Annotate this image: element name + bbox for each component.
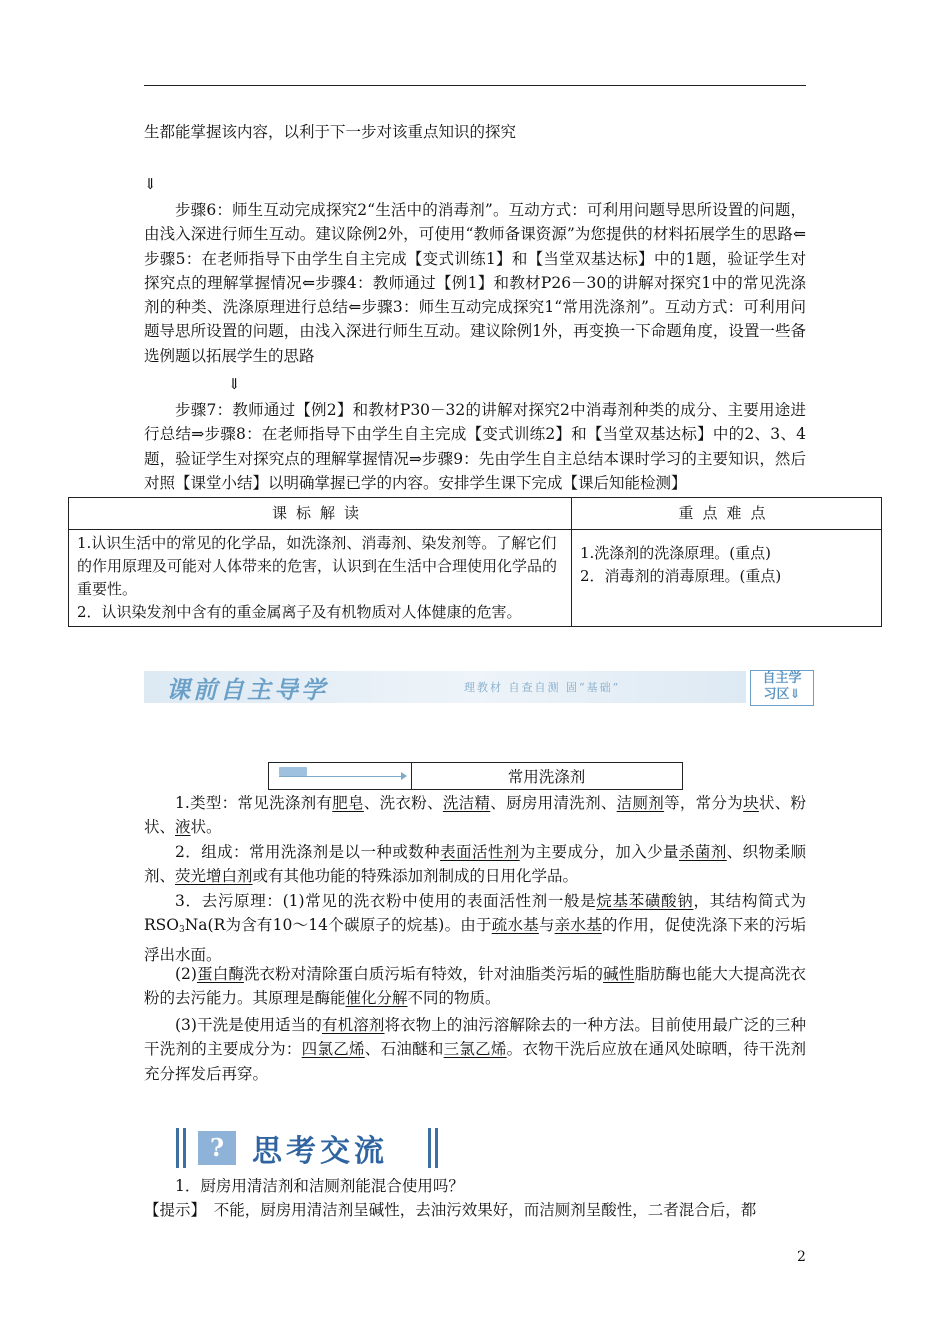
banner-title: 课前自主导学 (166, 675, 328, 704)
banner-subtitle: 理教材 自查自测 固“基础” (464, 681, 621, 694)
section-banner (144, 671, 746, 703)
types-paragraph: 1.类型：常见洗涤剂有肥皂、洗衣粉、洗洁精、厨房用清洗剂、洁厕剂等，常分为块状、粉状、液状。 (144, 794, 806, 837)
section-arrow-graphic (269, 763, 412, 789)
down-arrow-2: ⇓ (228, 375, 241, 393)
question-1: 1．厨房用清洁剂和洁厕剂能混合使用吗？ (175, 1177, 464, 1195)
enzyme-paragraph: (2)蛋白酶洗衣粉对清除蛋白质污垢有特效，针对油脂类污垢的碱性脂肪酶也能大大提高洗衣粉的去污能力。其原理是酶能催化分解不同的物质。 (144, 965, 806, 1008)
header-rule (144, 85, 806, 86)
principle-paragraph: 3．去污原理：(1)常见的洗衣粉中使用的表面活性剂一般是烷基苯磺酸钠，其结构简式为$RSO_3Na(R$为含有10～14个碳原子的烷基)。由于疏水基与亲水基的作用，促使洗涤下来的污垢浮出水面。 (144, 892, 806, 964)
think-title: 思考交流 (252, 1134, 388, 1169)
arrow-line-icon (279, 776, 403, 777)
page-number: 2 (797, 1249, 806, 1265)
composition-paragraph: 2．组成：常用洗涤剂是以一种或数种表面活性剂为主要成分，加入少量杀菌剂、织物柔顺剂、荧光增白剂或有其他功能的特殊添加剂制成的日用化学品。 (144, 843, 806, 886)
table-head-key-points: 重点难点 (572, 498, 882, 530)
badge-line-1: 自主学 (762, 671, 802, 686)
continued-text: 生都能掌握该内容，以利于下一步对该重点知识的探究 (144, 123, 517, 141)
bar-icon (176, 1128, 179, 1168)
standard-item-2: 2．认识染发剂中含有的重金属离子及有机物质对人体健康的危害。 (77, 603, 522, 621)
hint-text: 【提示】 不能，厨房用清洁剂呈碱性，去油污效果好，而洁厕剂呈酸性，二者混合后，都 (144, 1201, 757, 1219)
arrow-tip-icon (401, 772, 407, 780)
table-head-standard: 课标解读 (69, 498, 572, 530)
key-points-cell (572, 530, 882, 627)
bar-icon (183, 1128, 186, 1168)
key-point-1: 1.洗涤剂的洗涤原理。(重点) (580, 544, 772, 562)
tag-icon (279, 767, 307, 776)
question-mark-icon: ? (198, 1131, 236, 1165)
step7-paragraph: 步骤7：教师通过【例2】和教材P30－32的讲解对探究2中消毒剂种类的成分、主要用途进行总结⇒步骤8：在老师指导下由学生自主完成【变式训练2】和【当堂双基达标】中的2、3、4题，验证学生对探究点的理解掌握情况⇒步骤9：先由学生自主总结本课时学习的主要知识，然后对照【课堂小结】以明确掌握已学的内容。安排学生课下完成【课后知能检测】 (144, 401, 806, 492)
dry-clean-paragraph: (3)干洗是使用适当的有机溶剂将衣物上的油污溶解除去的一种方法。目前使用最广泛的三种干洗剂的主要成分为：四氯乙烯、石油醚和三氯乙烯。衣物干洗后应放在通风处晾晒，待干洗剂充分挥发后再穿。 (144, 1016, 806, 1083)
standard-cell (69, 530, 572, 627)
key-point-2: 2．消毒剂的消毒原理。(重点) (580, 567, 782, 585)
section-title: 常用洗涤剂 (507, 768, 586, 786)
objectives-table (68, 497, 882, 627)
section-heading-box (268, 762, 683, 790)
bar-icon (428, 1128, 431, 1168)
standard-item-1: 1.认识生活中的常见的化学品，如洗涤剂、消毒剂、染发剂等。了解它们的作用原理及可能对人体带来的危害，认识到在生活中合理使用化学品的重要性。 (77, 534, 558, 598)
self-study-badge (750, 670, 814, 706)
badge-line-2: 习区⇓ (763, 687, 801, 702)
bar-icon (435, 1128, 438, 1168)
step6-paragraph: 步骤6：师生互动完成探究2“生活中的消毒剂”。互动方式：可利用问题导思所设置的问题，由浅入深进行师生互动。建议除例2外，可使用“教师备课资源”为您提供的材料拓展学生的思路⇐步骤5：在老师指导下由学生自主完成【变式训练1】和【当堂双基达标】中的1题，验证学生对探究点的理解掌握情况⇐步骤4：教师通过【例1】和教材P26－30的讲解对探究1中的常见洗涤剂的种类、洗涤原理进行总结⇐步骤3：师生互动完成探究1“常用洗涤剂”。互动方式：可利用问题导思所设置的问题，由浅入深进行师生互动。建议除例1外，再变换一下命题角度，设置一些备选例题以拓展学生的思路 (144, 201, 806, 365)
down-arrow: ⇓ (144, 175, 157, 193)
